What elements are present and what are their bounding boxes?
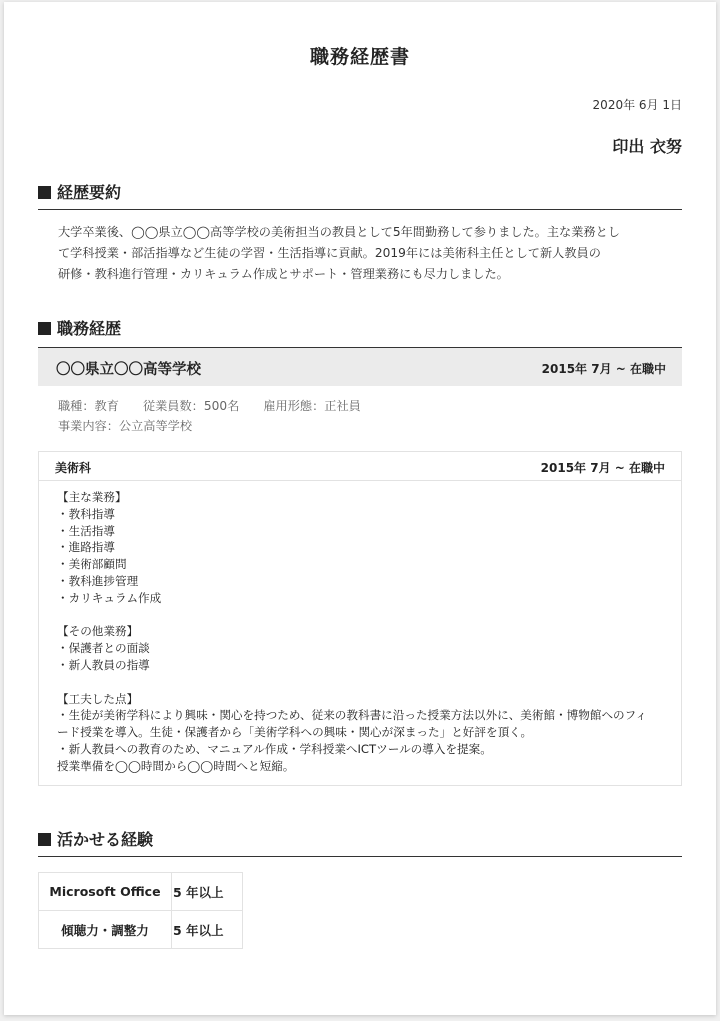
detail-line: ・美術部顧問 [57,557,127,572]
table-row [39,873,243,911]
document-title: 職務経歴書 [309,46,410,68]
job-type: 職種：教育 [58,399,119,413]
career-heading [38,316,682,345]
detail-line: ・進路指導 [57,540,115,555]
summary-text [58,222,676,285]
department-box [38,451,682,786]
table-row [39,911,243,949]
detail-line: ・生活指導 [57,523,115,538]
square-bullet-icon [38,833,51,846]
square-bullet-icon [38,322,51,335]
detail-line: 【その他業務】 [57,624,139,639]
department-header [39,452,681,481]
detail-spacer [57,674,665,691]
detail-line: ・教科指導 [57,506,115,521]
detail-line: 授業準備を◯◯時間から◯◯時間へと短縮。 [57,758,295,773]
skill-level: 5 年以上 [172,911,243,949]
detail-line: ード授業を導入。生徒・保護者から「美術学科への興味・関心が深まった」と好評を頂く。 [57,725,533,740]
career-heading-text: 職務経歴 [57,319,122,338]
summary-heading-text: 経歴要約 [57,183,122,202]
applicant-name: 印出 衣努 [612,137,682,156]
skill-level: 5 年以上 [172,873,243,911]
detail-line: 【主な業務】 [57,490,127,504]
detail-line: ・新人教員の指導 [57,657,150,672]
company-meta [58,396,385,436]
skill-name: Microsoft Office [39,873,172,911]
skills-table [38,872,243,949]
detail-line: ・生徒が美術学科により興味・関心を持つため、従来の教科書に沿った授業方法以外に、美術館・博物館へのフィ [57,708,647,723]
detail-line: ・教科進捗管理 [57,573,139,588]
detail-spacer [57,607,665,624]
summary-line: 研修・教科進行管理・カリキュラム作成とサポート・管理業務にも尽力しました。 [58,267,509,281]
skills-heading [38,827,682,857]
summary-line: て学科授業・部活指導など生徒の学習・生活指導に貢献。2019年には美術科主任として新人教員の [58,246,601,260]
department-period: 2015年 7月 ~ 在職中 [540,461,665,475]
summary-line: 大学卒業後、◯◯県立◯◯高等学校の美術担当の教員として5年間勤務して参りました。主な業務とし [58,225,620,239]
detail-line: ・カリキュラム作成 [57,590,162,605]
resume-page [4,2,716,1015]
employee-count: 従業員数：500名 [142,399,240,413]
detail-line: 【工夫した点】 [57,691,139,706]
company-header [38,347,682,386]
company-name: 〇〇県立〇〇高等学校 [56,362,201,378]
skills-heading-text: 活かせる経験 [57,830,154,849]
document-date: 2020年 6月 1日 [592,98,682,112]
company-period: 2015年 7月 ~ 在職中 [541,362,666,376]
business-content: 事業内容：公立高等学校 [58,419,193,433]
department-name: 美術科 [55,461,92,475]
square-bullet-icon [38,186,51,199]
employment-type: 雇用形態：正社員 [263,399,361,413]
skill-name: 傾聴力・調整力 [39,911,172,949]
detail-line: ・新人教員への教育のため、マニュアル作成・学科授業へICTツールの導入を提案。 [57,741,492,756]
department-details [39,481,681,775]
summary-heading [38,180,682,210]
detail-line: ・保護者との面談 [57,641,150,656]
